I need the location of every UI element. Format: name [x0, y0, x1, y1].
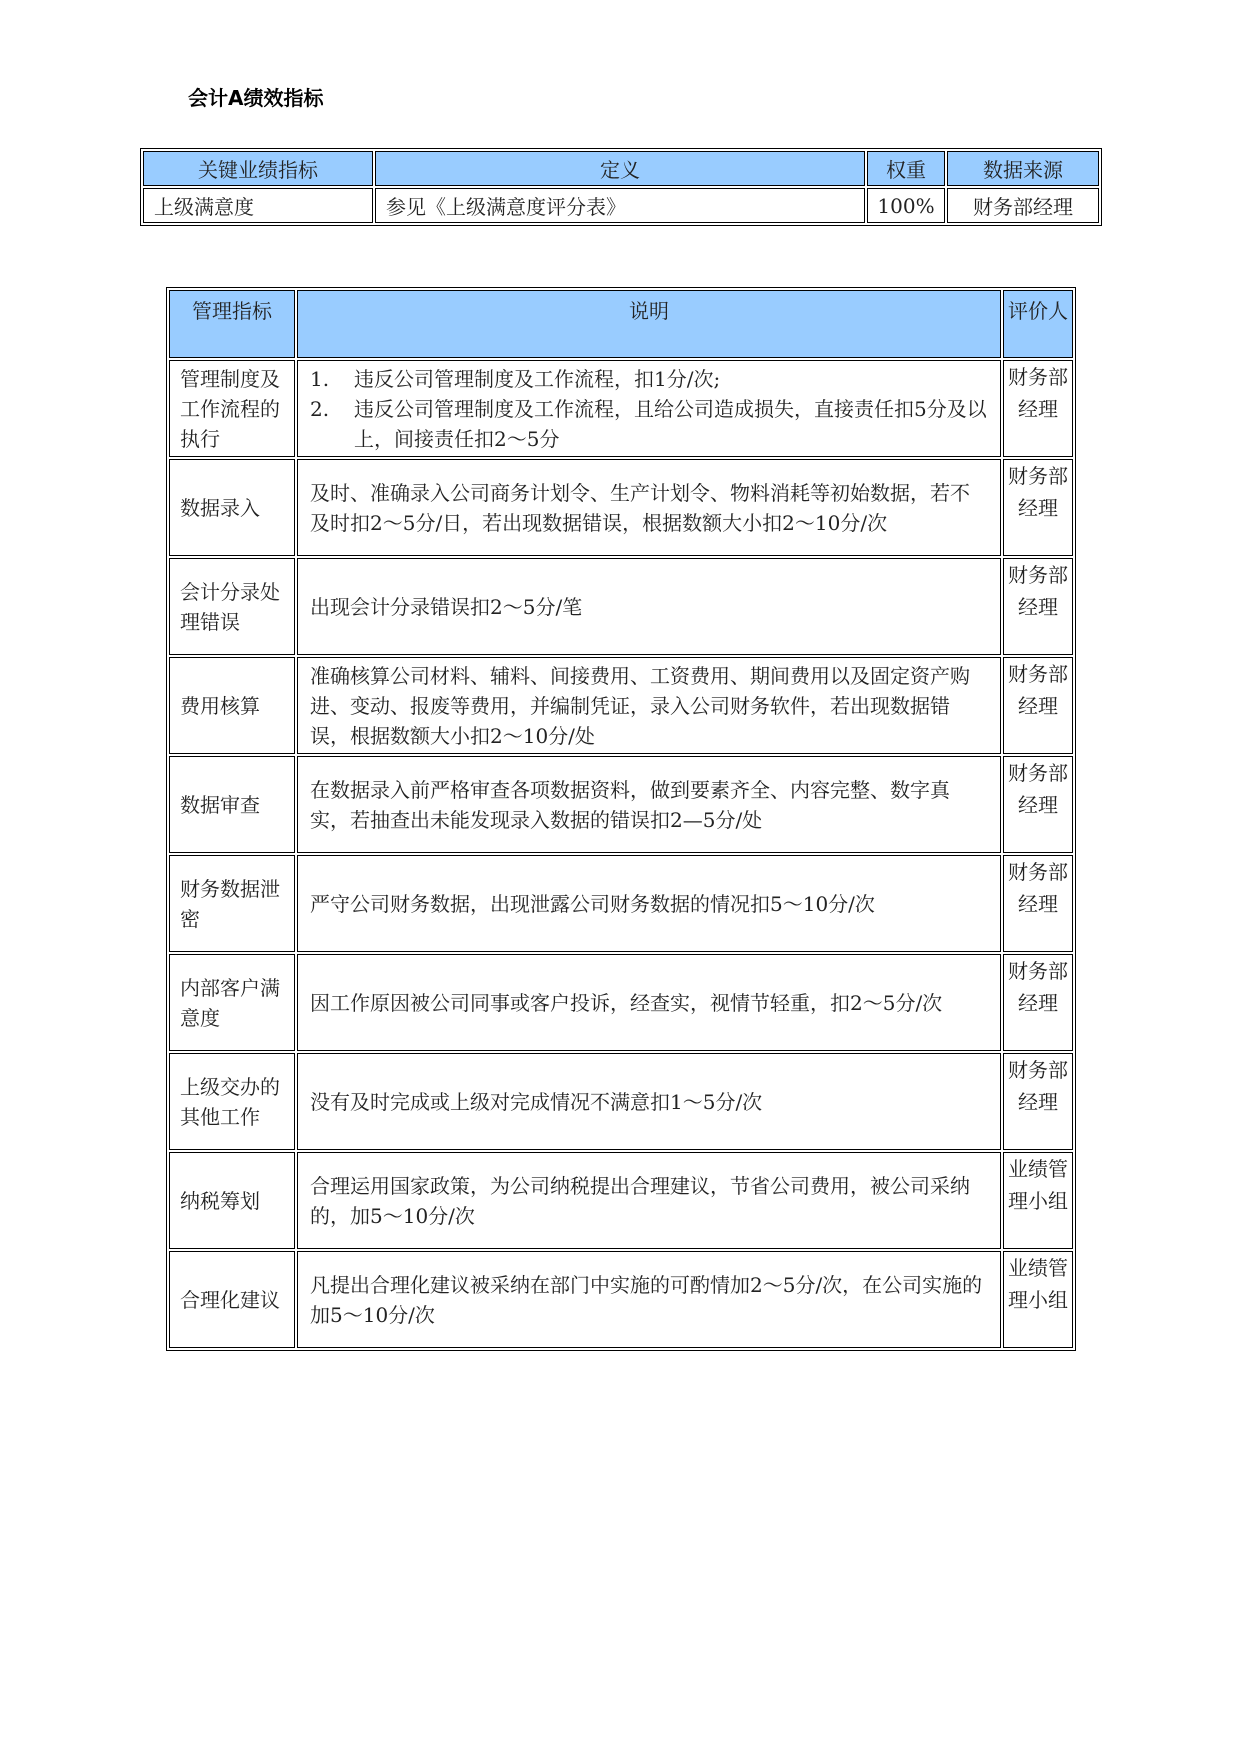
mgmt-indicator-cell: 会计分录处理错误 [169, 558, 295, 655]
description-list [310, 364, 988, 454]
mgmt-indicator-cell: 合理化建议 [169, 1251, 295, 1348]
kpi-definition-cell: 参见《上级满意度评分表》 [375, 188, 865, 223]
table-row [169, 360, 1073, 457]
mgmt-indicator-cell: 纳税筹划 [169, 1152, 295, 1249]
list-item [310, 394, 988, 454]
kpi-source-cell: 财务部经理 [947, 188, 1099, 223]
mgmt-indicator-cell: 财务数据泄密 [169, 855, 295, 952]
kpi-table [140, 148, 1102, 226]
table-row [169, 558, 1073, 655]
list-item [310, 364, 988, 394]
list-text: 违反公司管理制度及工作流程，且给公司造成损失，直接责任扣5分及以上，间接责任扣2～5分 [354, 396, 987, 451]
table-row [169, 855, 1073, 952]
mgmt-evaluator-cell: 业绩管理小组 [1003, 1251, 1073, 1348]
mgmt-description-cell: 在数据录入前严格审查各项数据资料，做到要素齐全、内容完整、数字真实，若抽查出未能发现录入数据的错误扣2—5分/处 [297, 756, 1001, 853]
table-row [169, 756, 1073, 853]
kpi-header-weight: 权重 [867, 151, 945, 186]
kpi-header-row [143, 151, 1099, 186]
mgmt-indicator-cell: 数据录入 [169, 459, 295, 556]
mgmt-description-cell: 及时、准确录入公司商务计划令、生产计划令、物料消耗等初始数据，若不及时扣2～5分/日，若出现数据错误，根据数额大小扣2～10分/次 [297, 459, 1001, 556]
list-number: 2. [310, 396, 330, 421]
mgmt-description-cell: 合理运用国家政策，为公司纳税提出合理建议，节省公司费用，被公司采纳的，加5～10分/次 [297, 1152, 1001, 1249]
page-title: 会计A绩效指标 [188, 86, 324, 110]
mgmt-description-cell: 没有及时完成或上级对完成情况不满意扣1～5分/次 [297, 1053, 1001, 1150]
mgmt-indicator-cell: 管理制度及工作流程的执行 [169, 360, 295, 457]
kpi-header-definition: 定义 [375, 151, 865, 186]
mgmt-evaluator-cell: 财务部经理 [1003, 459, 1073, 556]
kpi-header-source: 数据来源 [947, 151, 1099, 186]
mgmt-indicator-cell: 内部客户满意度 [169, 954, 295, 1051]
mgmt-indicator-cell: 费用核算 [169, 657, 295, 754]
mgmt-header-description: 说明 [297, 290, 1001, 358]
mgmt-evaluator-cell: 财务部经理 [1003, 558, 1073, 655]
mgmt-description-cell: 出现会计分录错误扣2～5分/笔 [297, 558, 1001, 655]
mgmt-description-cell: 因工作原因被公司同事或客户投诉，经查实，视情节轻重，扣2～5分/次 [297, 954, 1001, 1051]
mgmt-header-row [169, 290, 1073, 358]
mgmt-indicator-cell: 数据审查 [169, 756, 295, 853]
table-row [169, 1053, 1073, 1150]
mgmt-evaluator-cell: 财务部经理 [1003, 1053, 1073, 1150]
kpi-weight-cell: 100% [867, 188, 945, 223]
mgmt-description-cell: 凡提出合理化建议被采纳在部门中实施的可酌情加2～5分/次，在公司实施的加5～10分/次 [297, 1251, 1001, 1348]
mgmt-evaluator-cell: 财务部经理 [1003, 756, 1073, 853]
mgmt-header-indicator: 管理指标 [169, 290, 295, 358]
table-row [143, 188, 1099, 223]
table-row [169, 954, 1073, 1051]
table-row [169, 1152, 1073, 1249]
table-row [169, 1251, 1073, 1348]
kpi-header-indicator: 关键业绩指标 [143, 151, 373, 186]
mgmt-header-evaluator: 评价人 [1003, 290, 1073, 358]
kpi-indicator-cell: 上级满意度 [143, 188, 373, 223]
mgmt-description-cell [297, 360, 1001, 457]
table-row [169, 657, 1073, 754]
mgmt-evaluator-cell: 财务部经理 [1003, 855, 1073, 952]
list-number: 1. [310, 366, 330, 391]
mgmt-evaluator-cell: 财务部经理 [1003, 954, 1073, 1051]
table-row [169, 459, 1073, 556]
list-text: 违反公司管理制度及工作流程，扣1分/次; [354, 366, 721, 391]
mgmt-evaluator-cell: 财务部经理 [1003, 657, 1073, 754]
mgmt-evaluator-cell: 财务部经理 [1003, 360, 1073, 457]
mgmt-evaluator-cell: 业绩管理小组 [1003, 1152, 1073, 1249]
mgmt-description-cell: 准确核算公司材料、辅料、间接费用、工资费用、期间费用以及固定资产购进、变动、报废等费用，并编制凭证，录入公司财务软件，若出现数据错误，根据数额大小扣2～10分/处 [297, 657, 1001, 754]
mgmt-description-cell: 严守公司财务数据，出现泄露公司财务数据的情况扣5～10分/次 [297, 855, 1001, 952]
mgmt-indicator-cell: 上级交办的其他工作 [169, 1053, 295, 1150]
management-indicators-table [166, 287, 1076, 1351]
